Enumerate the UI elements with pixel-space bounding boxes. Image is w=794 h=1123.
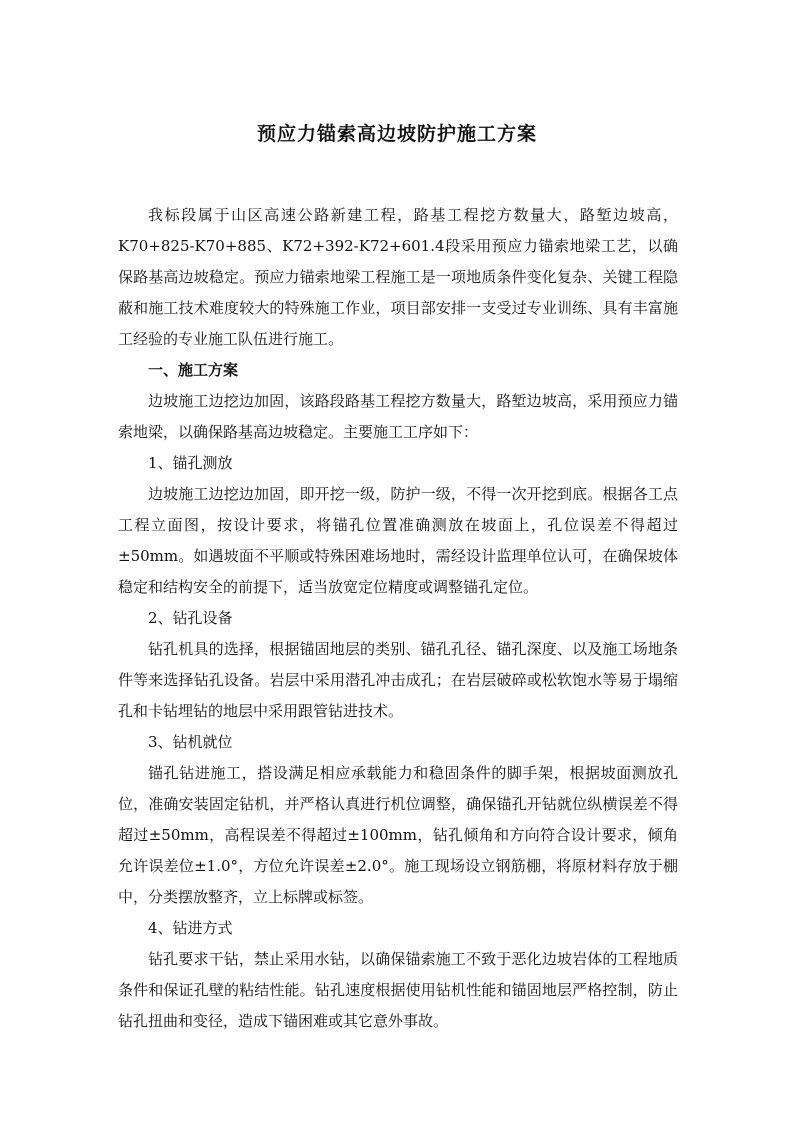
section-paragraph-construction-plan: 边坡施工边挖边加固，该路段路基工程挖方数量大，路堑边坡高，采用预应力锚索地梁，以确保路基高边坡稳定。主要施工工序如下： (118, 392, 678, 441)
item-heading-drilling-method: 4、钻进方式 (148, 919, 233, 937)
item-paragraph-drilling-method: 钻孔要求干钻，禁止采用水钻，以确保锚索施工不致于恶化边坡岩体的工程地质条件和保证孔壁的粘结性能。钻孔速度根据使用钻机性能和锚固地层严格控制，防止钻孔扭曲和变径，造成下锚困难或其它意外事故。 (118, 950, 678, 1030)
item-heading-drill-positioning: 3、钻机就位 (148, 733, 233, 751)
intro-paragraph: 我标段属于山区高速公路新建工程，路基工程挖方数量大，路堑边坡高，K70+825-K70+885、K72+392-K72+601.4段采用预应力锚索地梁工艺，以确保路基高边坡稳定。预应力锚索地梁工程施工是一项地质条件变化复杂、关键工程隐蔽和施工技术难度较大的特殊施工作业，项目部安排一支受过专业训练、具有丰富施工经验的专业施工队伍进行施工。 (118, 206, 678, 348)
item-heading-anchor-hole-layout: 1、锚孔测放 (148, 454, 233, 472)
item-paragraph-drill-positioning: 锚孔钻进施工，搭设满足相应承载能力和稳固条件的脚手架，根据坡面测放孔位，准确安装固定钻机，并严格认真进行机位调整，确保锚孔开钻就位纵横误差不得超过±50mm，高程误差不得超过±100mm，钻孔倾角和方向符合设计要求，倾角允许误差位±1.0°，方位允许误差±2.0°。施工现场设立钢筋棚，将原材料存放于棚中，分类摆放整齐，立上标牌或标签。 (118, 764, 678, 906)
item-heading-drilling-equipment: 2、钻孔设备 (148, 609, 233, 627)
item-paragraph-drilling-equipment: 钻孔机具的选择，根据锚固地层的类别、锚孔孔径、锚孔深度、以及施工场地条件等来选择钻孔设备。岩层中采用潜孔冲击成孔；在岩层破碎或松软饱水等易于塌缩孔和卡钻埋钻的地层中采用跟管钻进技术。 (118, 640, 678, 720)
document-body (118, 200, 678, 1037)
section-heading-construction-plan: 一、施工方案 (148, 361, 239, 379)
document-title: 预应力锚索高边坡防护施工方案 (256, 123, 537, 145)
item-paragraph-anchor-hole-layout: 边坡施工边挖边加固，即开挖一级，防护一级，不得一次开挖到底。根据各工点工程立面图，按设计要求，将锚孔位置准确测放在坡面上，孔位误差不得超过±50mm。如遇坡面不平顺或特殊困难场地时，需经设计监理单位认可，在确保坡体稳定和结构安全的前提下，适当放宽定位精度或调整锚孔定位。 (118, 485, 678, 596)
